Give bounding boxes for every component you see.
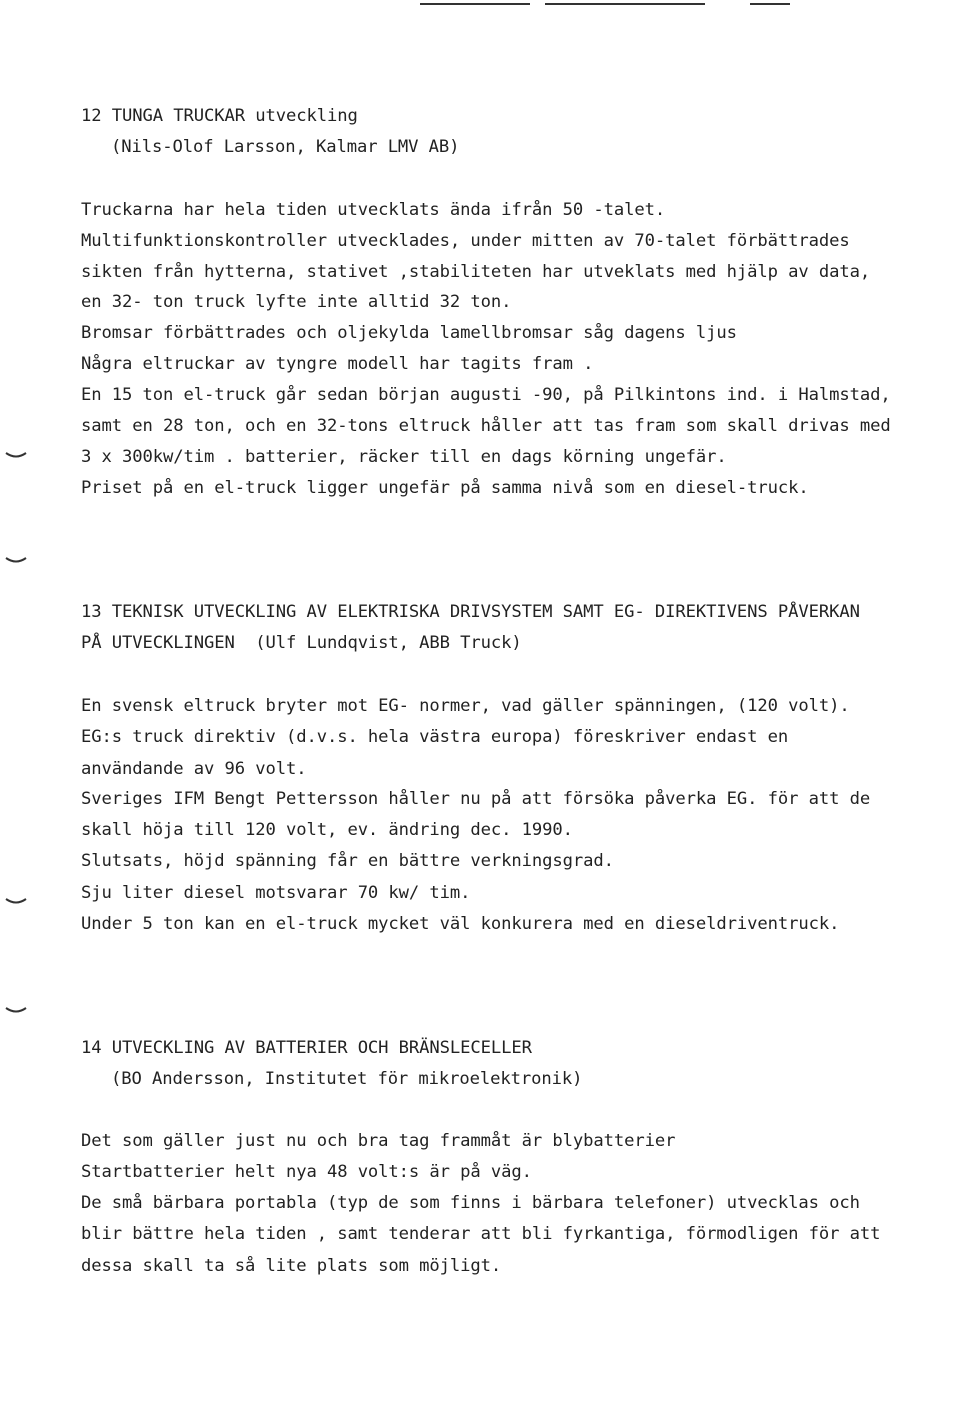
margin-tick-mark xyxy=(4,556,28,566)
section-heading: 13 TEKNISK UTVECKLING AV ELEKTRISKA DRIVSYSTEM SAMT EG- DIREKTIVENS PÅVERKAN xyxy=(81,602,860,622)
scan-edge-mark xyxy=(420,3,530,5)
body-line: 3 x 300kw/tim . batterier, räcker till en dags körning ungefär. xyxy=(81,447,727,467)
body-line: sikten från hytterna, stativet ,stabiliteten har utveklats med hjälp av data, xyxy=(81,262,871,282)
body-line: en 32- ton truck lyfte inte alltid 32 ton. xyxy=(81,292,512,312)
body-line: Bromsar förbättrades och oljekylda lamellbromsar såg dagens ljus xyxy=(81,323,737,343)
body-line: Slutsats, höjd spänning får en bättre verkningsgrad. xyxy=(81,851,614,871)
body-line: Multifunktionskontroller utvecklades, under mitten av 70-talet förbättrades xyxy=(81,231,850,251)
body-line: Truckarna har hela tiden utvecklats ända ifrån 50 -talet. xyxy=(81,200,666,220)
margin-tick-mark xyxy=(4,897,28,907)
body-line: Sju liter diesel motsvarar 70 kw/ tim. xyxy=(81,883,471,903)
body-line: EG:s truck direktiv (d.v.s. hela västra europa) föreskriver endast en xyxy=(81,727,789,747)
body-line: Under 5 ton kan en el-truck mycket väl konkurera med en dieseldriventruck. xyxy=(81,914,840,934)
body-line: Det som gäller just nu och bra tag frammåt är blybatterier xyxy=(81,1131,676,1151)
body-line: dessa skall ta så lite plats som möjligt. xyxy=(81,1256,502,1276)
body-line: En 15 ton el-truck går sedan början augusti -90, på Pilkintons ind. i Halmstad, xyxy=(81,385,891,405)
section-heading: 12 TUNGA TRUCKAR utveckling xyxy=(81,106,358,126)
scan-edge-mark xyxy=(545,3,705,5)
body-line: En svensk eltruck bryter mot EG- normer, vad gäller spänningen, (120 volt). xyxy=(81,696,850,716)
section-heading: PÅ UTVECKLINGEN (Ulf Lundqvist, ABB Truck) xyxy=(81,633,522,653)
body-line: blir bättre hela tiden , samt tenderar att bli fyrkantiga, förmodligen för att xyxy=(81,1224,881,1244)
body-line: Några eltruckar av tyngre modell har tagits fram . xyxy=(81,354,594,374)
body-line: skall höja till 120 volt, ev. ändring dec. 1990. xyxy=(81,820,573,840)
scan-edge-mark xyxy=(750,3,790,5)
body-line: Sveriges IFM Bengt Pettersson håller nu på att försöka påverka EG. för att de xyxy=(81,789,871,809)
section-heading: 14 UTVECKLING AV BATTERIER OCH BRÄNSLECELLER xyxy=(81,1038,532,1058)
section-speaker: (BO Andersson, Institutet för mikroelektronik) xyxy=(111,1069,583,1089)
margin-tick-mark xyxy=(4,1006,28,1016)
body-line: användande av 96 volt. xyxy=(81,759,307,779)
body-line: Priset på en el-truck ligger ungefär på samma nivå som en diesel-truck. xyxy=(81,478,809,498)
section-speaker: (Nils-Olof Larsson, Kalmar LMV AB) xyxy=(111,137,460,157)
body-line: De små bärbara portabla (typ de som finns i bärbara telefoner) utvecklas och xyxy=(81,1193,860,1213)
margin-tick-mark xyxy=(4,451,28,461)
body-line: samt en 28 ton, och en 32-tons eltruck håller att tas fram som skall drivas med xyxy=(81,416,891,436)
body-line: Startbatterier helt nya 48 volt:s är på väg. xyxy=(81,1162,532,1182)
